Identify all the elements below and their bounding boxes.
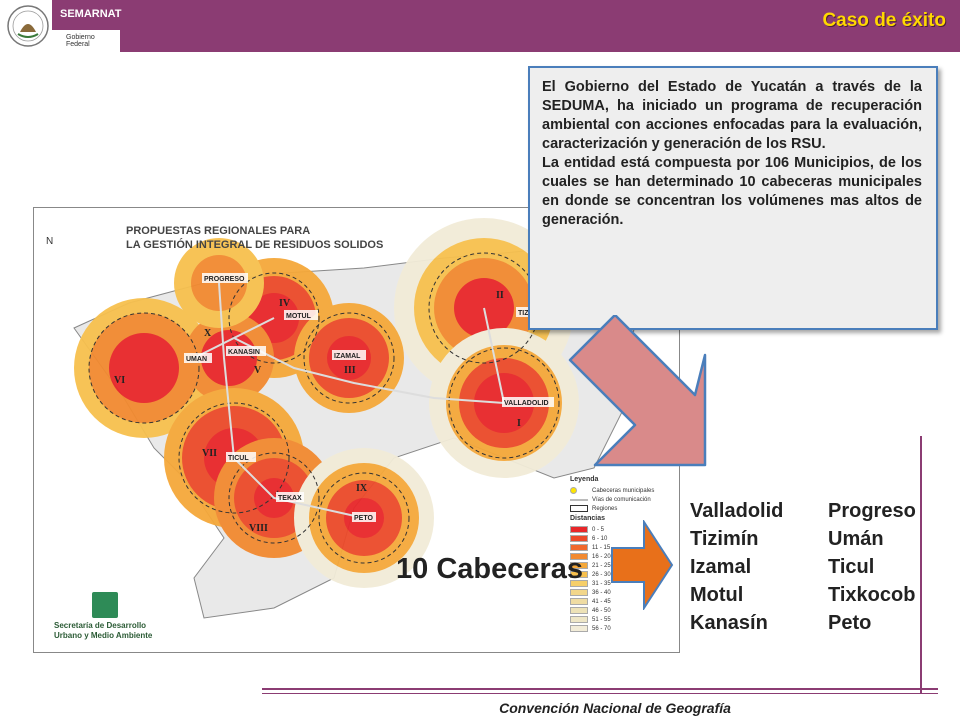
place-label: TIZ	[518, 310, 529, 317]
region-label: X	[204, 328, 212, 339]
pointer-arrow-icon	[555, 315, 715, 475]
legend-distance-row	[570, 615, 670, 624]
legend-distance-label: 51 - 55	[592, 616, 611, 623]
header-bar	[0, 0, 960, 52]
legend-distances-title: Distancias	[570, 515, 606, 522]
legend-distance-label: 11 - 15	[592, 544, 611, 551]
region-label: V	[254, 365, 262, 376]
city-name: Tixkocob	[828, 584, 916, 606]
seduma-logo	[54, 592, 184, 641]
cabeceras-label: 10 Cabeceras	[396, 553, 584, 585]
legend-item-label: Vías de comunicación	[592, 496, 651, 503]
city-name: Progreso	[828, 500, 916, 522]
city-name: Ticul	[828, 556, 875, 578]
legend-item-label: Cabeceras municipales	[592, 487, 655, 494]
legend-distance-label: 16 - 20	[592, 553, 611, 560]
legend-distance-row	[570, 624, 670, 633]
footer-vertical-divider	[920, 436, 922, 694]
place-label: TEKAX	[278, 495, 302, 502]
legend-title: Leyenda	[570, 476, 599, 483]
place-label: TICUL	[228, 455, 249, 462]
mexico-seal-icon	[6, 4, 50, 48]
right-arrow-icon	[610, 520, 674, 610]
place-label: PROGRESO	[204, 276, 245, 283]
legend-distance-label: 0 - 5	[592, 526, 605, 533]
legend-swatch	[570, 535, 588, 542]
agency-name-line: Urbano y Medio Ambiente	[54, 631, 153, 640]
region-label: IV	[279, 298, 291, 309]
region-label: III	[344, 365, 356, 376]
info-paragraph: La entidad está compuesta por 106 Municipios, de los cuales se han determinado 10 cabeceras municipales en donde se concentran los volúmenes mas altos de generación.	[542, 155, 922, 228]
city-name: Peto	[828, 612, 872, 634]
footer-title: Convención Nacional de Geografía	[499, 700, 731, 716]
cities-column	[828, 497, 916, 637]
place-label: PETO	[354, 515, 373, 522]
legend-distance-label: 41 - 45	[592, 598, 611, 605]
legend-distance-label: 36 - 40	[592, 589, 611, 596]
gobierno-federal-label: Gobierno Federal	[66, 34, 95, 48]
legend-swatch	[570, 589, 588, 596]
map-title-line: PROPUESTAS REGIONALES PARA	[126, 225, 311, 237]
region-label: II	[496, 290, 504, 301]
place-label: IZAMAL	[334, 353, 361, 360]
legend-item-label: Regiones	[592, 505, 618, 512]
cities-column	[690, 497, 783, 637]
legend-item	[570, 486, 670, 495]
seduma-tree-icon	[92, 592, 118, 618]
city-name: Kanasín	[690, 612, 768, 634]
city-name: Tizimín	[690, 528, 759, 550]
region-label: IX	[356, 483, 368, 494]
info-paragraph: El Gobierno del Estado de Yucatán a través de la SEDUMA, ha iniciado un programa de recuperación ambiental con acciones enfocadas para la evaluación, caracterización y generación de los RSU.	[542, 79, 922, 152]
region-label: VII	[202, 448, 218, 459]
semarnat-label: SEMARNAT	[52, 0, 120, 30]
legend-distance-label: 31 - 35	[592, 580, 611, 587]
logo-box	[0, 0, 120, 52]
legend-distance-label: 26 - 30	[592, 571, 611, 578]
place-label: KANASIN	[228, 349, 260, 356]
city-name: Motul	[690, 584, 744, 606]
region-label: VI	[114, 375, 126, 386]
legend-distance-label: 21 - 25	[592, 562, 611, 569]
legend-swatch	[570, 526, 588, 533]
city-name: Umán	[828, 528, 884, 550]
legend-distance-label: 46 - 50	[592, 607, 611, 614]
place-label: MOTUL	[286, 313, 311, 320]
legend-distance-label: 6 - 10	[592, 535, 608, 542]
region-label: VIII	[249, 523, 268, 534]
map-title-line: LA GESTIÓN INTEGRAL DE RESIDUOS SOLIDOS	[126, 239, 384, 251]
region-label: I	[517, 418, 521, 429]
north-label: N	[46, 236, 54, 247]
agency-name-line: Secretaría de Desarrollo	[54, 621, 147, 630]
legend-distance-label: 56 - 70	[592, 625, 611, 632]
place-label: UMAN	[186, 356, 207, 363]
legend-swatch	[570, 544, 588, 551]
info-box	[528, 66, 938, 330]
legend-swatch	[570, 625, 588, 632]
legend-swatch	[570, 598, 588, 605]
legend-swatch	[570, 607, 588, 614]
legend-swatch	[570, 616, 588, 623]
place-label: VALLADOLID	[504, 400, 549, 407]
legend-item	[570, 495, 670, 504]
legend-item	[570, 504, 670, 513]
city-name: Izamal	[690, 556, 752, 578]
city-name: Valladolid	[690, 500, 784, 522]
map-title	[126, 224, 383, 252]
page-title: Caso de éxito	[822, 10, 946, 31]
footer-divider	[262, 688, 938, 696]
